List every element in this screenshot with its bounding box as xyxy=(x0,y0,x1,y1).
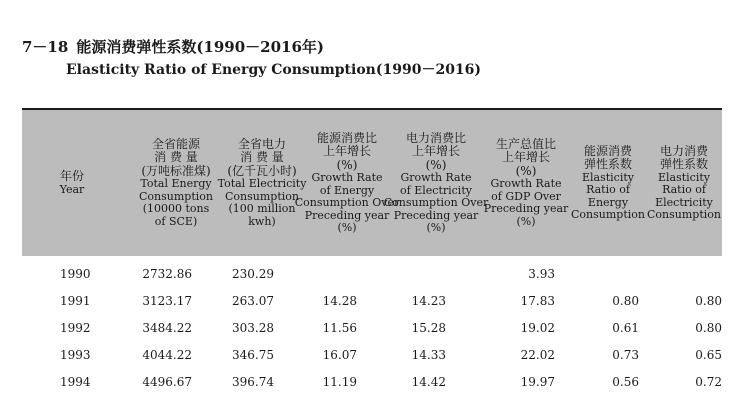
header-en-line: Elasticity xyxy=(581,170,634,184)
header-en-line: Total Electricity xyxy=(217,177,307,191)
header-zh-line: 上年增长 xyxy=(411,144,460,158)
header-zh-line: 上年增长 xyxy=(501,150,550,165)
cell-energy-elasticity: 0.80 xyxy=(612,294,639,308)
header-en-line: Ratio of xyxy=(586,183,630,196)
cell-energy-growth: 16.07 xyxy=(322,348,357,362)
cell-total-electricity: 303.28 xyxy=(232,321,274,335)
table-title xyxy=(22,36,481,79)
cell-total-energy: 4496.67 xyxy=(142,375,192,389)
header-en-line: Ratio of xyxy=(662,183,706,196)
header-en-line: (100 million xyxy=(228,202,296,216)
header-en-line: Consumption xyxy=(647,208,721,221)
header-en-line: Electricity xyxy=(655,195,713,209)
header-en-line: (%) xyxy=(516,214,536,228)
cell-total-energy: 3484.22 xyxy=(142,321,192,335)
cell-energy-elasticity: 0.56 xyxy=(612,375,639,389)
header-en-line: Total Energy xyxy=(140,177,212,191)
header-en-line: of GDP Over xyxy=(491,189,561,203)
header-en-line: Growth Rate xyxy=(490,177,562,191)
cell-electricity-elasticity: 0.80 xyxy=(695,321,722,335)
header-zh-line: 能源消费 xyxy=(583,143,632,158)
table-number: 7－18 xyxy=(22,38,69,56)
row-year: 1993 xyxy=(60,348,91,362)
header-zh-line: (%) xyxy=(336,157,358,172)
header-en-line: (10000 tons xyxy=(142,202,210,216)
header-en-line: Preceding year xyxy=(483,202,569,216)
header-en-line: Consumption Over xyxy=(383,196,489,209)
header-zh-line: (%) xyxy=(425,157,447,172)
header-en-line: Preceding year xyxy=(393,208,479,222)
row-year: 1992 xyxy=(60,321,91,335)
cell-electricity-growth: 14.33 xyxy=(411,348,446,362)
cell-total-electricity: 346.75 xyxy=(232,348,274,362)
table-row xyxy=(22,289,722,316)
header-en-line: Year xyxy=(59,182,85,196)
header-year xyxy=(22,110,122,256)
title-chinese xyxy=(22,36,481,57)
header-zh-line: 消 费 量 xyxy=(154,150,198,165)
header-en-line: Growth Rate xyxy=(400,171,472,184)
cell-total-energy: 4044.22 xyxy=(142,348,192,362)
header-en-line: Consumption xyxy=(571,208,645,221)
title-zh-text: 能源消费弹性系数(1990－2016年) xyxy=(76,38,325,56)
cell-energy-elasticity: 0.73 xyxy=(612,348,639,362)
cell-gdp-growth: 19.97 xyxy=(520,375,555,389)
header-energy-elasticity xyxy=(570,110,646,256)
header-zh-line: (亿千瓦小时) xyxy=(227,163,297,178)
header-en-line: of Energy xyxy=(319,183,375,197)
header-en-line: of SCE) xyxy=(154,214,198,228)
cell-electricity-growth: 15.28 xyxy=(411,321,446,335)
header-en-line: Elasticity xyxy=(657,170,710,184)
header-en-line: (%) xyxy=(426,221,446,234)
cell-electricity-growth: 14.23 xyxy=(411,294,446,308)
header-total-energy xyxy=(132,110,220,256)
table-row xyxy=(22,370,722,397)
title-english: Elasticity Ratio of Energy Consumption(1990－2016) xyxy=(66,62,482,78)
table-row xyxy=(22,316,722,343)
header-zh-line: 弹性系数 xyxy=(659,157,708,171)
header-zh-line: 生产总值比 xyxy=(495,136,556,151)
cell-gdp-growth: 19.02 xyxy=(520,321,555,335)
header-gdp-growth xyxy=(482,110,570,256)
header-electricity-growth xyxy=(383,110,489,256)
header-en-line: of Electricity xyxy=(400,183,472,197)
cell-total-energy: 2732.86 xyxy=(142,267,192,281)
header-en-line: Consumption xyxy=(139,189,213,203)
header-en-line: Consumption Over xyxy=(294,196,400,209)
cell-gdp-growth: 17.83 xyxy=(520,294,555,308)
header-energy-growth xyxy=(294,110,400,256)
table-row xyxy=(22,343,722,370)
header-zh-line: 能源消费比 xyxy=(316,130,377,145)
cell-electricity-elasticity: 0.72 xyxy=(695,375,722,389)
cell-electricity-elasticity: 0.80 xyxy=(695,294,722,308)
cell-energy-growth: 11.19 xyxy=(322,375,357,389)
cell-total-energy: 3123.17 xyxy=(142,294,192,308)
cell-total-electricity: 230.29 xyxy=(232,267,274,281)
row-year: 1994 xyxy=(60,375,91,389)
header-zh-line: 消 费 量 xyxy=(240,150,284,165)
cell-electricity-growth: 14.42 xyxy=(411,375,446,389)
cell-energy-elasticity: 0.61 xyxy=(612,321,639,335)
table-body xyxy=(22,262,722,397)
cell-total-electricity: 263.07 xyxy=(232,294,274,308)
header-en-line: Preceding year xyxy=(304,208,390,222)
header-en-line: (%) xyxy=(337,221,357,234)
header-zh-line: 全省电力 xyxy=(237,136,286,151)
header-zh-line: 年份 xyxy=(59,169,84,183)
header-zh-line: (%) xyxy=(515,163,537,178)
header-zh-line: 电力消费 xyxy=(659,143,708,158)
row-year: 1991 xyxy=(60,294,91,308)
cell-electricity-elasticity: 0.65 xyxy=(695,348,722,362)
header-zh-line: 上年增长 xyxy=(322,144,371,158)
header-electricity-elasticity xyxy=(646,110,722,256)
table-row xyxy=(22,262,722,289)
header-zh-line: 弹性系数 xyxy=(583,157,632,171)
header-zh-line: 电力消费比 xyxy=(405,130,466,145)
header-en-line: kwh) xyxy=(248,214,276,228)
cell-energy-growth: 14.28 xyxy=(322,294,357,308)
cell-energy-growth: 11.56 xyxy=(322,321,357,335)
header-zh-line: 全省能源 xyxy=(151,136,200,151)
header-en-line: Energy xyxy=(587,195,629,209)
header-total-electricity xyxy=(218,110,306,256)
table-header xyxy=(22,108,722,256)
header-zh-line: (万吨标准煤) xyxy=(141,163,211,178)
cell-total-electricity: 396.74 xyxy=(232,375,274,389)
cell-gdp-growth: 22.02 xyxy=(520,348,555,362)
row-year: 1990 xyxy=(60,267,91,281)
header-en-line: Consumption xyxy=(225,189,299,203)
cell-gdp-growth: 3.93 xyxy=(528,267,555,281)
header-en-line: Growth Rate xyxy=(311,171,383,184)
